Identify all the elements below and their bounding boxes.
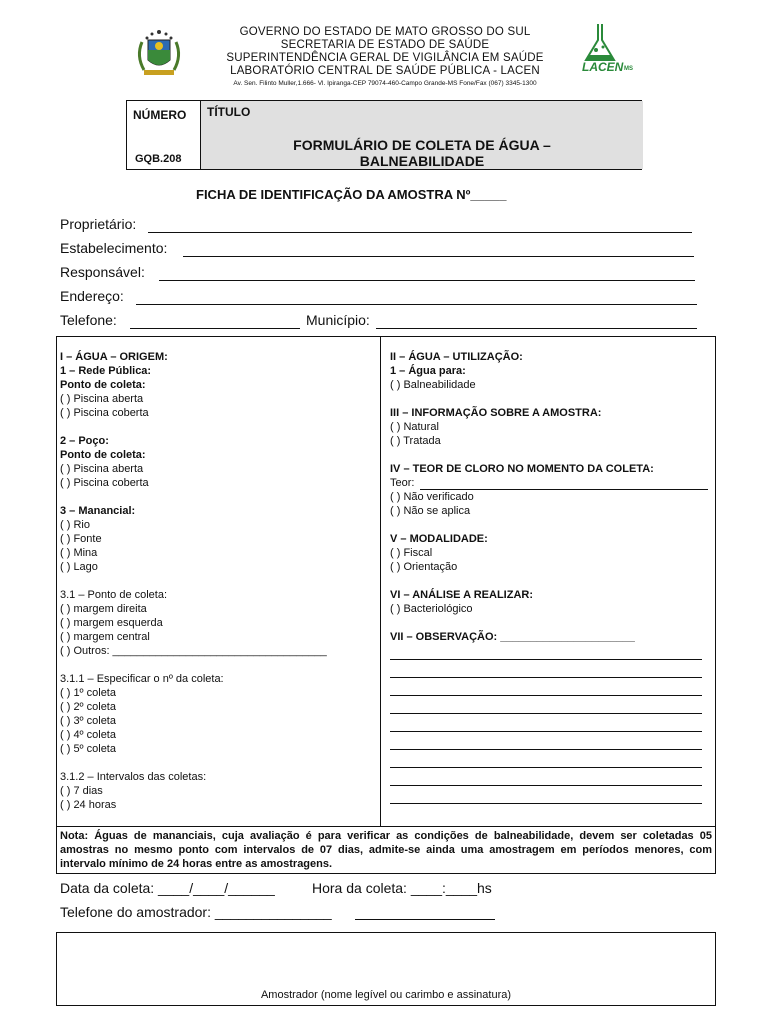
option-covered-pool[interactable]: ( ) Piscina coberta [60, 407, 149, 419]
header-address: Av. Sen. Filinto Muller,1.666- Vl. Ipiranga-CEP 79074-460-Campo Grande-MS Fone/Fax (067) 3345-1300 [233, 80, 537, 87]
observation-line[interactable] [390, 803, 702, 804]
owner-label: Proprietário: [60, 216, 137, 232]
form-title-line2: BALNEABILIDADE [359, 153, 485, 169]
option-4th-collection[interactable]: ( ) 4º coleta [60, 729, 116, 741]
responsible-label: Responsável: [60, 264, 145, 280]
chlorine-level-input-line[interactable] [420, 489, 708, 490]
observation-line[interactable] [390, 695, 702, 696]
observation-line[interactable] [390, 767, 702, 768]
option-not-verified[interactable]: ( ) Não verificado [390, 491, 474, 503]
option-open-pool[interactable]: ( ) Piscina aberta [60, 393, 144, 405]
chlorine-content-title: IV – TEOR DE CLORO NO MOMENTO DA COLETA: [390, 463, 654, 475]
sampler-phone-input-line[interactable] [355, 919, 495, 920]
observation-line[interactable] [390, 713, 702, 714]
observation-line[interactable] [390, 659, 702, 660]
observation-line[interactable] [390, 785, 702, 786]
option-left-margin[interactable]: ( ) margem esquerda [60, 617, 163, 629]
option-lake[interactable]: ( ) Lago [60, 561, 98, 573]
collection-number-label: 3.1.1 – Especificar o nº da coleta: [60, 673, 224, 685]
document-title-box [126, 100, 642, 170]
option-river[interactable]: ( ) Rio [60, 519, 90, 531]
owner-input-line[interactable] [148, 232, 692, 233]
header-line-laboratory: LABORATÓRIO CENTRAL DE SAÚDE PÚBLICA - LACEN [230, 65, 540, 77]
municipality-label: Município: [306, 312, 370, 328]
option-not-applicable[interactable]: ( ) Não se aplica [390, 505, 471, 517]
form-title-line1: FORMULÁRIO DE COLETA DE ÁGUA – [293, 137, 551, 153]
signature-label: Amostrador (nome legível ou carimbo e assinatura) [260, 989, 512, 1001]
option-well-covered-pool[interactable]: ( ) Piscina coberta [60, 477, 149, 489]
option-right-margin[interactable]: ( ) margem direita [60, 603, 147, 615]
titulo-label: TÍTULO [207, 105, 251, 119]
collection-point-3-1-label: 3.1 – Ponto de coleta: [60, 589, 168, 601]
well-collection-point-label: Ponto de coleta: [60, 449, 146, 461]
municipality-input-line[interactable] [376, 328, 697, 329]
option-well-open-pool[interactable]: ( ) Piscina aberta [60, 463, 144, 475]
option-fountain[interactable]: ( ) Fonte [60, 533, 102, 545]
numero-value: GQB.208 [135, 153, 182, 165]
observation-line[interactable] [390, 677, 702, 678]
responsible-input-line[interactable] [159, 280, 695, 281]
header-line-secretariat: SECRETARIA DE ESTADO DE SAÚDE [280, 39, 490, 51]
option-24-hours[interactable]: ( ) 24 horas [60, 799, 117, 811]
option-fiscal[interactable]: ( ) Fiscal [390, 547, 433, 559]
option-others[interactable]: ( ) Outros: ___________________________________ [60, 645, 327, 657]
numero-label: NÚMERO [133, 108, 187, 122]
address-label: Endereço: [60, 288, 124, 304]
option-7-days[interactable]: ( ) 7 dias [60, 785, 103, 797]
phone-label: Telefone: [60, 312, 117, 328]
column-divider [380, 336, 381, 826]
option-1st-collection[interactable]: ( ) 1º coleta [60, 687, 116, 699]
lacen-logo [572, 20, 640, 78]
observation-line[interactable] [390, 731, 702, 732]
option-central-margin[interactable]: ( ) margem central [60, 631, 150, 643]
option-orientation[interactable]: ( ) Orientação [390, 561, 458, 573]
spring-source-label: 3 – Manancial: [60, 505, 136, 517]
analysis-title: VI – ANÁLISE A REALIZAR: [390, 589, 534, 601]
header-line-government: GOVERNO DO ESTADO DE MATO GROSSO DO SUL [239, 26, 531, 38]
option-mine[interactable]: ( ) Mina [60, 547, 98, 559]
water-usage-title: II – ÁGUA – UTILIZAÇÃO: [390, 351, 523, 363]
water-origin-section [60, 350, 327, 812]
sampler-phone-field[interactable]: Telefone do amostrador: _______________ [60, 904, 332, 920]
observation-title: VII – OBSERVAÇÃO: ______________________ [390, 631, 635, 643]
establishment-label: Estabelecimento: [60, 240, 168, 256]
option-bacteriological[interactable]: ( ) Bacteriológico [390, 603, 473, 615]
establishment-input-line[interactable] [183, 256, 694, 257]
signature-box[interactable] [56, 932, 716, 1006]
collection-interval-label: 3.1.2 – Intervalos das coletas: [60, 771, 207, 783]
chlorine-level-label: Teor: [390, 477, 415, 489]
collection-time-field[interactable]: Hora da coleta: ____:____hs [312, 880, 492, 896]
state-coat-of-arms-logo [132, 22, 186, 78]
header-line-superintendence: SUPERINTENDÊNCIA GERAL DE VIGILÂNCIA EM SAÚDE [226, 52, 544, 64]
balneability-note: Nota: Águas de mananciais, cuja avaliação é para verificar as condições de balneabilidade, devem ser coletadas 05 amostras no mesmo ponto com intervalos de 07 dias, admite-se ainda uma amostragem em períodos menores, com intervalo mínimo de 24 horas entre as amostragens. [60, 830, 712, 870]
sample-id-title: FICHA DE IDENTIFICAÇÃO DA AMOSTRA Nº_____ [196, 187, 507, 202]
option-2nd-collection[interactable]: ( ) 2º coleta [60, 701, 116, 713]
public-network-label: 1 – Rede Pública: [60, 365, 152, 377]
sample-info-title: III – INFORMAÇÃO SOBRE A AMOSTRA: [390, 407, 602, 419]
observation-line[interactable] [390, 749, 702, 750]
option-bathing[interactable]: ( ) Balneabilidade [390, 379, 476, 391]
option-natural[interactable]: ( ) Natural [390, 421, 439, 433]
collection-date-field[interactable]: Data da coleta: ____/____/______ [60, 880, 275, 896]
water-for-label: 1 – Água para: [390, 365, 466, 377]
water-usage-section [390, 350, 654, 644]
note-divider [56, 826, 716, 827]
well-label: 2 – Poço: [60, 435, 109, 447]
address-input-line[interactable] [136, 304, 697, 305]
modality-title: V – MODALIDADE: [390, 533, 488, 545]
option-treated[interactable]: ( ) Tratada [390, 435, 441, 447]
collection-point-label: Ponto de coleta: [60, 379, 146, 391]
option-5th-collection[interactable]: ( ) 5º coleta [60, 743, 116, 755]
lacen-logo-text: LACEN [582, 60, 624, 74]
phone-input-line[interactable] [130, 328, 300, 329]
lacen-logo-sub: MS [624, 66, 633, 72]
option-3rd-collection[interactable]: ( ) 3º coleta [60, 715, 116, 727]
water-origin-title: I – ÁGUA – ORIGEM: [60, 351, 168, 363]
